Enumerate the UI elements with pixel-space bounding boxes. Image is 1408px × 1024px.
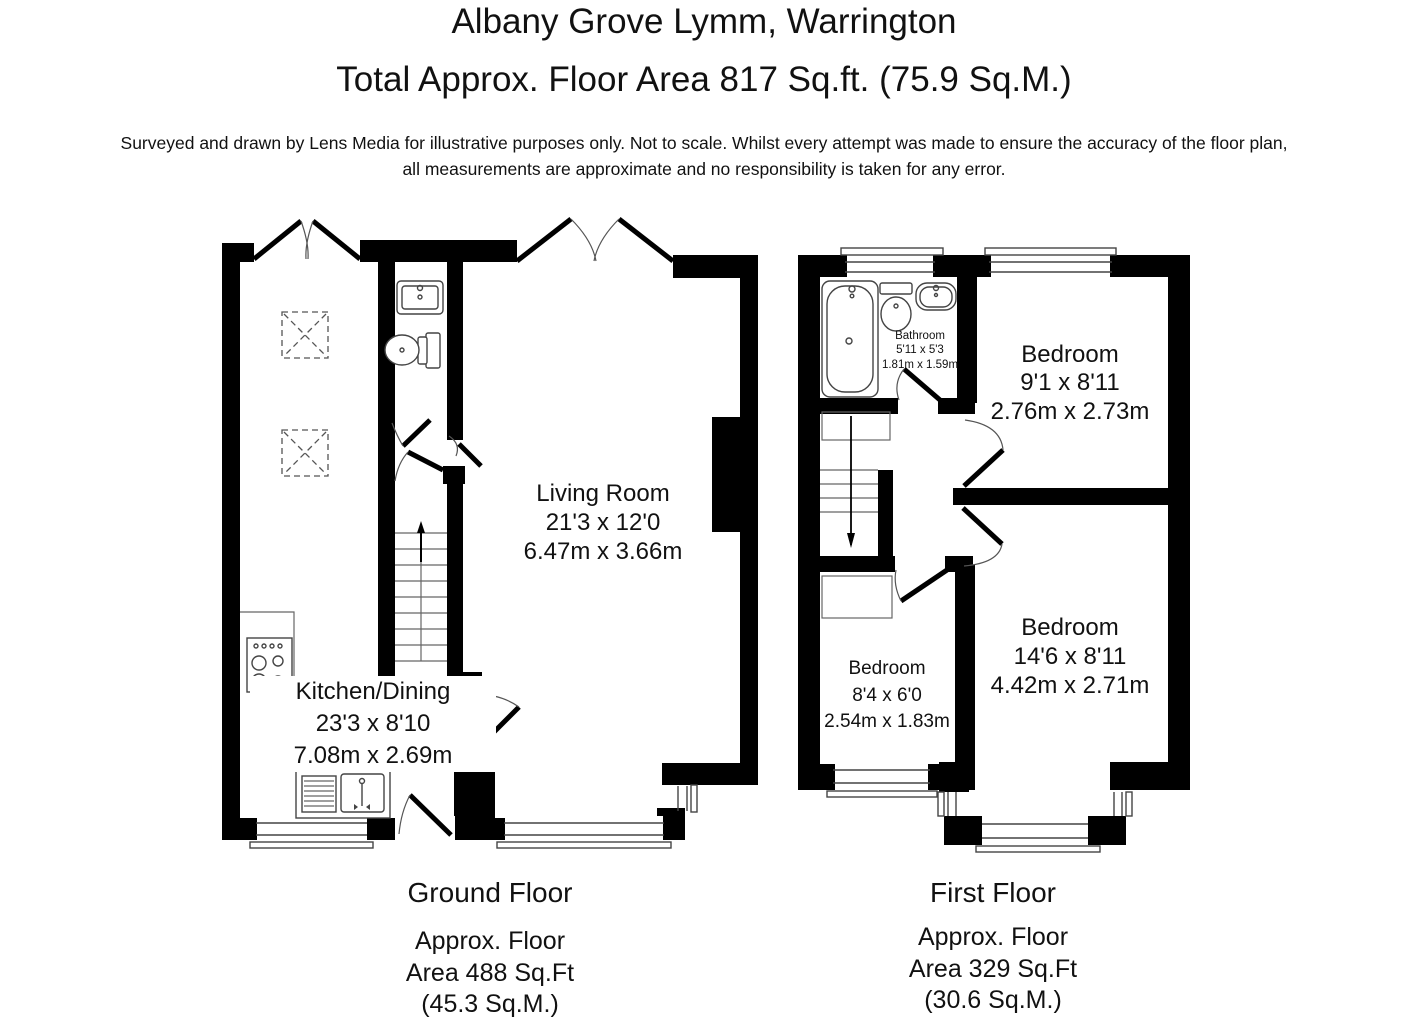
bedroom-small-window <box>827 770 937 797</box>
bedroom-small-door <box>895 570 947 601</box>
bedroom-large-label <box>950 613 1190 700</box>
wardrobe-outline <box>822 576 892 618</box>
room-size-imperial: 8'4 x 6'0 <box>852 684 922 706</box>
area-line: (30.6 Sq.M.) <box>924 986 1062 1014</box>
room-size-imperial: 23'3 x 8'10 <box>315 709 431 737</box>
ground-floor-area <box>330 926 650 1021</box>
first-floor-caption: First Floor <box>930 877 1056 908</box>
room-name: Bedroom <box>848 658 926 679</box>
area-line: Approx. Floor <box>414 927 566 955</box>
room-size-imperial: 9'1 x 8'11 <box>1020 369 1120 397</box>
bathroom-window <box>841 248 943 272</box>
room-size-imperial: 14'6 x 8'11 <box>1013 643 1127 671</box>
kitchen-entrance-double-door <box>254 221 360 259</box>
total-area-subtitle: Total Approx. Floor Area 817 Sq.ft. (75.9 Sq.M.) <box>336 60 1072 99</box>
room-name: Bedroom <box>1021 341 1119 368</box>
room-size-imperial: 21'3 x 12'0 <box>545 509 661 537</box>
wc-toilet-icon <box>385 333 440 368</box>
bedroom-front-door <box>964 420 1003 486</box>
room-name: Bedroom <box>1021 614 1119 641</box>
stairs-up-icon <box>395 521 447 661</box>
hall-living-door-small <box>449 436 481 466</box>
room-size-metric: 2.76m x 2.73m <box>990 397 1150 425</box>
ground-floor-caption: Ground Floor <box>407 877 573 908</box>
bedroom-front-label <box>952 341 1188 426</box>
room-size-imperial: 5'11 x 5'3 <box>896 344 944 357</box>
disclaimer-line-1: Surveyed and drawn by Lens Media for illustrative purposes only. Not to scale. Whilst every attempt was made to ensure the accuracy of the floor plan, <box>120 133 1288 153</box>
room-size-metric: 1.81m x 1.59m <box>881 358 959 371</box>
kitchen-sink-icon <box>296 768 390 818</box>
living-room-label <box>478 479 728 566</box>
area-line: Area 329 Sq.Ft <box>908 954 1078 983</box>
area-line: Area 488 Sq.Ft <box>405 958 575 987</box>
wc-sink-icon <box>397 281 443 314</box>
bedroom-small-label <box>806 656 968 736</box>
room-name: Kitchen/Dining <box>295 678 451 705</box>
side-step-window <box>678 785 697 812</box>
wc-door <box>392 420 430 446</box>
room-name: Living Room <box>536 480 670 507</box>
bedroom-front-window <box>985 248 1116 272</box>
toilet-icon <box>880 283 912 331</box>
basin-icon <box>916 283 956 310</box>
room-name: Bathroom <box>895 330 945 342</box>
room-size-metric: 2.54m x 1.83m <box>824 711 950 733</box>
room-size-metric: 6.47m x 3.66m <box>523 538 683 566</box>
bathroom-door <box>897 369 940 400</box>
page-title: Albany Grove Lymm, Warrington <box>451 2 957 41</box>
room-size-metric: 7.08m x 2.69m <box>293 741 453 769</box>
skylight-icons <box>282 312 328 476</box>
first-floor-area <box>833 922 1153 1017</box>
disclaimer-line-2: all measurements are approximate and no responsibility is taken for any error. <box>402 159 1006 179</box>
living-room-french-door <box>517 219 673 261</box>
room-size-metric: 4.42m x 2.71m <box>990 672 1150 700</box>
first-floor-plan <box>798 248 1190 852</box>
area-line: Approx. Floor <box>917 923 1069 951</box>
kitchen-dining-label <box>250 676 496 772</box>
hall-door <box>395 452 443 481</box>
area-line: (45.3 Sq.M.) <box>421 990 559 1018</box>
